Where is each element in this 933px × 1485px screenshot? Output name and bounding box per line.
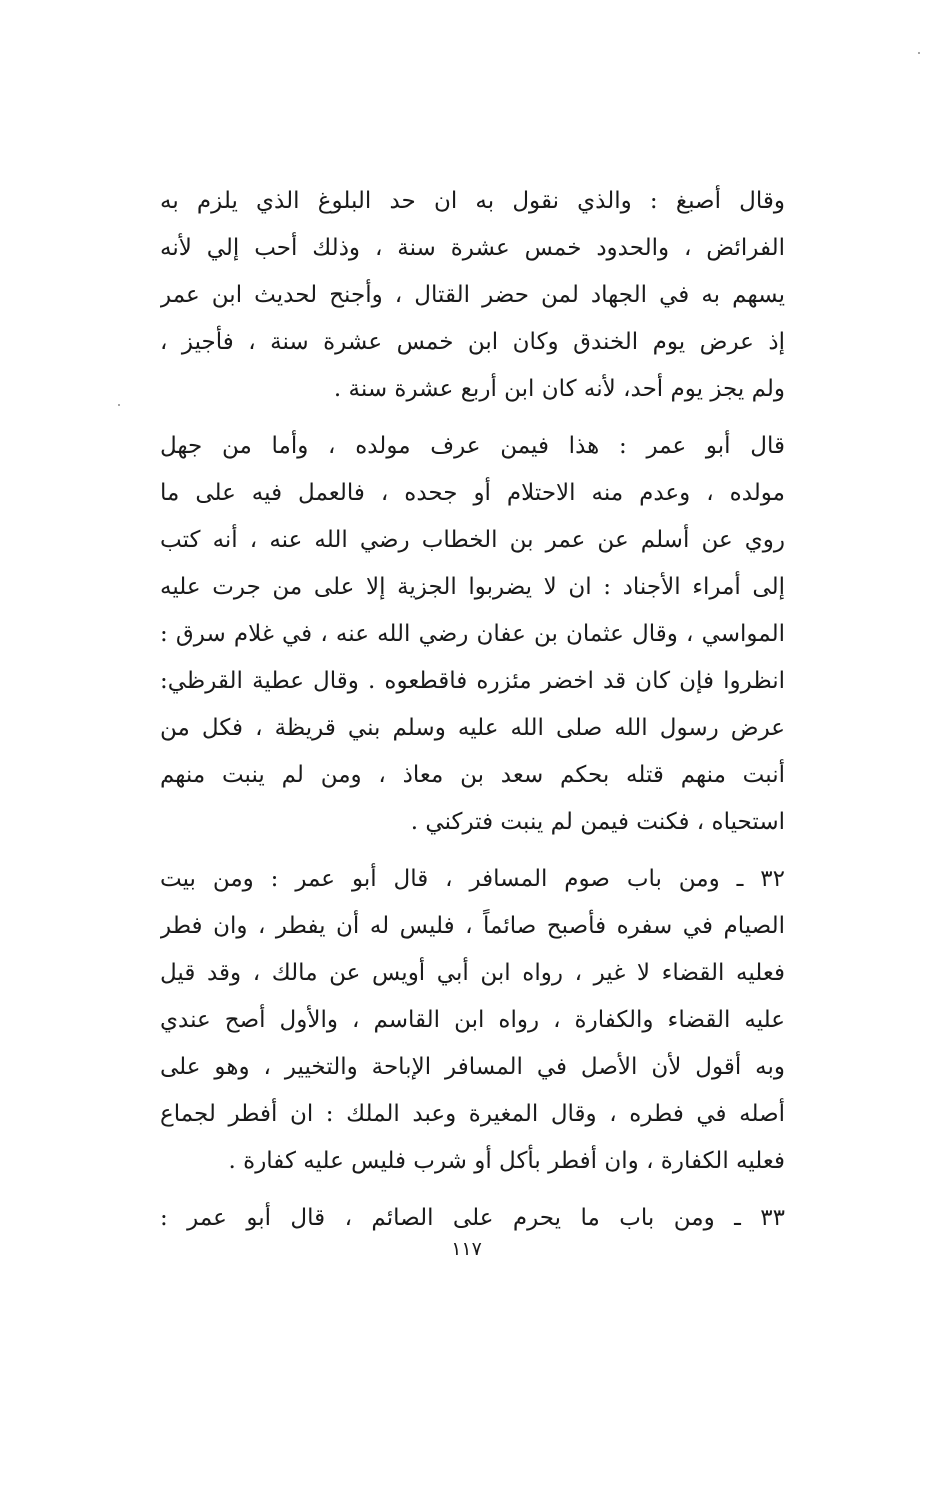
paragraph-2: [160, 423, 785, 846]
paragraph-3: [160, 856, 785, 1185]
text-line: ٣٢ ـ ومن باب صوم المسافر ، قال أبو عمر : ومن بيت: [160, 866, 785, 892]
text-line: قال أبو عمر : هذا فيمن عرف مولده ، وأما من جهل: [160, 433, 785, 459]
text-line: إلى أمراء الأجناد : ان لا يضربوا الجزية إلا على من جرت عليه: [160, 574, 785, 600]
text-line: أصله في فطره ، وقال المغيرة وعبد الملك : ان أفطر لجماع: [160, 1101, 785, 1127]
text-line: استحياه ، فكنت فيمن لم ينبت فتركني .: [410, 809, 785, 835]
page-body: [160, 178, 785, 1242]
text-line: روي عن أسلم عن عمر بن الخطاب رضي الله عنه ، أنه كتب: [160, 527, 785, 553]
text-line: فعليه القضاء لا غير ، رواه ابن أبي أويس عن مالك ، وقد قيل: [160, 960, 785, 986]
paragraph-4: [160, 1195, 785, 1242]
text-line: عليه القضاء والكفارة ، رواه ابن القاسم ، والأول أصح عندي: [160, 1007, 785, 1033]
text-line: يسهم به في الجهاد لمن حضر القتال ، وأجنح لحديث ابن عمر: [160, 282, 785, 308]
scan-speck: [118, 404, 120, 406]
text-line: إذ عرض يوم الخندق وكان ابن خمس عشرة سنة ، فأجيز ،: [160, 329, 785, 355]
text-line: ولم يجز يوم أحد، لأنه كان ابن أربع عشرة سنة .: [333, 376, 785, 402]
text-line: الفرائض ، والحدود خمس عشرة سنة ، وذلك أحب إلي لأنه: [160, 235, 785, 261]
text-line: أنبت منهم قتله بحكم سعد بن معاذ ، ومن لم ينبت منهم: [160, 762, 785, 788]
text-line: المواسي ، وقال عثمان بن عفان رضي الله عنه ، في غلام سرق :: [160, 621, 785, 647]
text-line: فعليه الكفارة ، وان أفطر بأكل أو شرب فليس عليه كفارة .: [228, 1148, 785, 1174]
text-line: عرض رسول الله صلى الله عليه وسلم بني قريظة ، فكل من: [160, 715, 785, 741]
text-line: الصيام في سفره فأصبح صائماً ، فليس له أن يفطر ، وان فطر: [160, 913, 785, 939]
paragraph-1: [160, 178, 785, 413]
text-line: مولده ، وعدم منه الاحتلام أو جحده ، فالعمل فيه على ما: [160, 480, 785, 506]
text-line: ٣٣ ـ ومن باب ما يحرم على الصائم ، قال أبو عمر :: [160, 1205, 785, 1231]
text-line: وقال أصبغ : والذي نقول به ان حد البلوغ الذي يلزم به: [160, 188, 785, 214]
text-line: وبه أقول لأن الأصل في المسافر الإباحة والتخيير ، وهو على: [160, 1054, 785, 1080]
page-number: ١١٧: [451, 1238, 482, 1260]
scan-speck: [918, 52, 920, 54]
text-line: انظروا فإن كان قد اخضر مئزره فاقطعوه . وقال عطية القرظي:: [160, 668, 785, 694]
